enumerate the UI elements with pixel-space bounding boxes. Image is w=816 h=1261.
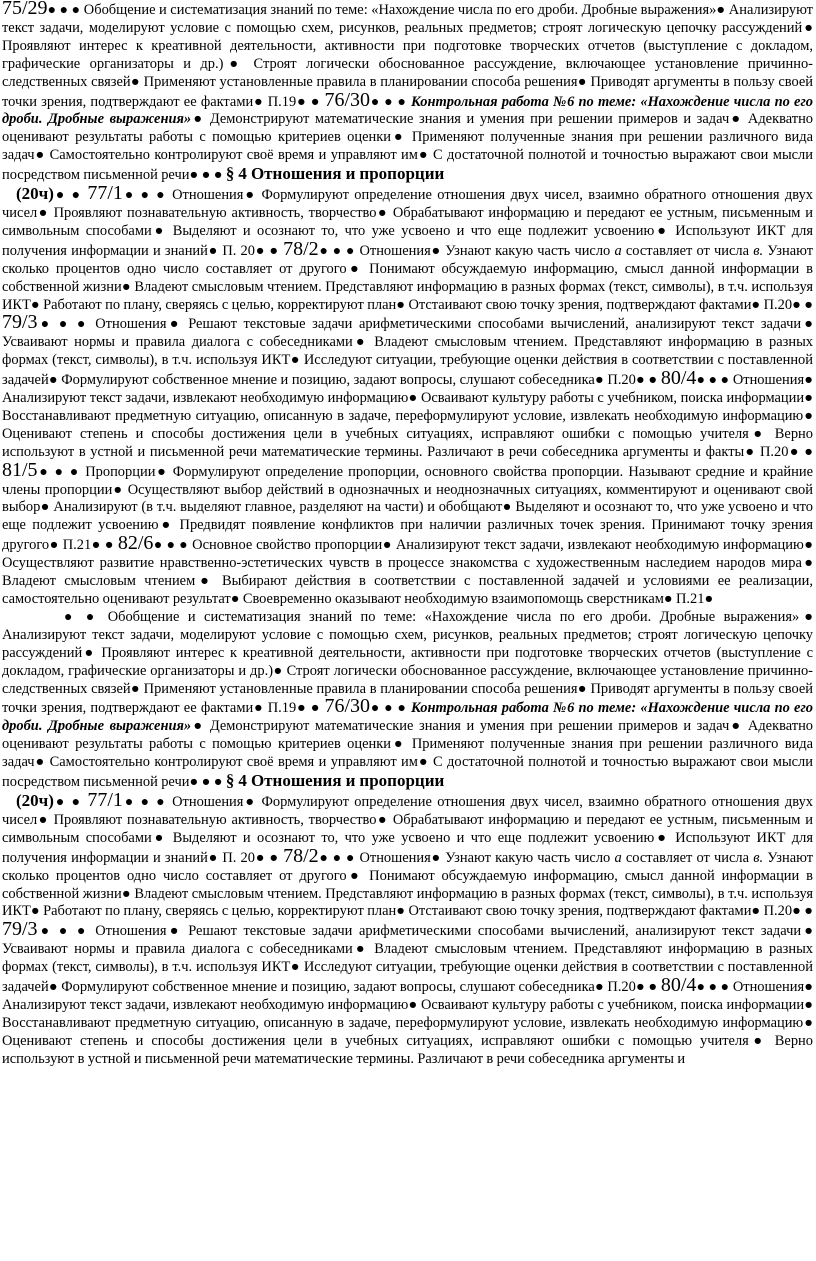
indent-space [2,609,64,625]
lesson-text: Отношения● Анализируют текст задачи, извлекают необходимую информацию● Осваивают культуру работы с учебником, поиска информации● Восстанавливают предметную ситуацию, описанную в задаче, переформулируют условие, извлекать необходимую информацию● Оценивают степень и способы достижения цели в учебных ситуациях, исправляют ошибки с помощью учителя● Верно используют в устной и письменной речи математические термины. Различают в речи собеседника аргументы и [2,979,813,1067]
lesson-75-29-repeat [2,609,813,792]
bullet-marks: ● ● ● [122,794,167,810]
variable-b: в. [753,242,764,259]
lesson-text: Обобщение и систематизация знаний по теме: «Нахождение числа по его дроби. Дробные выражения»● Анализируют текст задачи, моделируют условие с помощью схем, рисунков, реальных предметов; строят логическую цепочку рассуждений● Проявляют интерес к креативной деятельности, активности при подготовке творческих отчетов (выступление с докладом, графические организаторы и др.)● Строят логически обоснованное рассуждение, включающее установление причинно-следственных связей● Применяют установленные правила в планировании способа решения● Приводят аргументы в пользу своей точки зрения, подтверждают ее фактами● П.19● ● [2,2,813,110]
bullet-marks: ● ● [53,188,88,204]
section-hours: (20ч) [16,790,54,810]
bullet-marks: ● ● ● [37,924,89,940]
lesson-text: Отношения● Анализируют текст задачи, извлекают необходимую информацию● Осваивают культуру работы с учебником, поиска информации● Восстанавливают предметную ситуацию, описанную в задаче, переформулируют условие, извлекать необходимую информацию● Оценивают степень и способы достижения цели в учебных ситуациях, исправляют ошибки с помощью учителя● Верно используют в устной и письменной речи математические термины. Различают в речи собеседника аргументы и факты● П.20● ● [2,372,813,460]
lesson-75-29 [2,0,813,185]
bullet-marks: ● ● ● [318,850,356,866]
lesson-text: Узнают сколько процентов одно число составляет от другого● Понимают обсуждаемую информацию, смысл данной информации в собственной жизни● Владеют смысловым чтением. Представляют информацию в разных формах (текст, символы), в т.ч. используя ИКТ● Работают по плану, сверяясь с целью, корректируют план● Отстаивают свою точку зрения, подтверждают фактами● П.20● ● [2,849,814,920]
section-heading: § 4 Отношения и пропорции [225,771,445,791]
control-work-title: Контрольная работа №6 по теме: «Нахождение числа по его дроби. Дробные выражения» [2,700,814,735]
bullet-marks: ● ● ● [122,188,167,204]
lesson-text: Обобщение и систематизация знаний по теме: «Нахождение числа по его дроби. Дробные выражения»● Анализируют текст задачи, моделируют условие с помощью схем, рисунков, реальных предметов; строят логическую цепочку рассуждений● Проявляют интерес к креативной деятельности, активности при подготовке творческих отчетов (выступление с докладом, графические организаторы и др.)● Строят логически обоснованное рассуждение, включающее установление причинно-следственных связей● Применяют установленные правила в планировании способа решения● Приводят аргументы в пользу своей точки зрения, подтверждают ее фактами● П.19● ● [2,608,814,717]
bullet-marks: ● ● ● [370,94,407,110]
bullet-marks: ● ● ● [370,701,407,717]
lesson-number: 78/2 [283,237,319,260]
lesson-number: 76/30 [324,88,371,111]
lesson-text: составляет от числа [621,849,754,866]
bullet-marks: ● ● ● [37,317,89,333]
lesson-text: Отношения● Формулируют определение отношения двух чисел, взаимно обратного отношения двух чисел● Проявляют познавательную активность, творчество● Обрабатывают информацию и передают ее устным, письменным и символьным способами● Выделяют и осознают то, что уже усвоено и что еще подлежит усвоению● Используют ИКТ для получения информации и знаний● П. 20● ● [2,187,814,259]
lesson-text: Отношения● Узнают какую часть число [359,242,615,259]
lesson-text: Отношения● Решают текстовые задачи арифметическими способами вычислений, анализируют текст задачи● Усваивают нормы и правила диалога с собеседниками● Владеют смысловым чтением. Представляют информацию в разных формах (текст, символы), в т.ч. используя ИКТ● Исследуют ситуации, требующие оценки действия в соответствии с поставленной задачей● Формулируют собственное мнение и позицию, задают вопросы, слушают собеседника● П.20● ● [2,316,813,389]
variable-b: в. [753,849,764,866]
lesson-number: 79/3 [2,918,38,941]
variable-a: а [614,849,622,866]
bullet-marks: ● ● [53,794,88,810]
lesson-number: 80/4 [660,367,697,390]
bullet-marks: ● ● ● [153,538,189,554]
bullet-marks: ● ● ● [696,373,730,389]
bullet-marks: ● ● [64,609,108,625]
lesson-number: 80/4 [660,974,697,997]
lesson-77-1 [2,182,814,609]
lesson-text: Пропорции● Формулируют определение пропорции, основного свойства пропорции. Называют средние и крайние члены пропорции● Осуществляют выбор действий в однозначных и неоднозначных ситуациях, комментируют и оценивают свой выбор● Анализируют (в т.ч. выделяют главное, разделяют на части) и обобщают● Выделяют и осознают то, что уже усвоено и что еще подлежит усвоению● Предвидят появление конфликтов при наличии различных точек зрения. Принимают точку зрения другого● П.21● ● [2,463,813,554]
lesson-text: Отношения● Решают текстовые задачи арифметическими способами вычислений, анализируют текст задачи● Усваивают нормы и правила диалога с собеседниками● Владеют смысловым чтением. Представляют информацию в разных формах (текст, символы), в т.ч. используя ИКТ● Исследуют ситуации, требующие оценки действия в соответствии с поставленной задачей● Формулируют собственное мнение и позицию, задают вопросы, слушают собеседника● П.20● ● [2,923,813,996]
lesson-text: Отношения● Формулируют определение отношения двух чисел, взаимно обратного отношения двух чисел● Проявляют познавательную активность, творчество● Обрабатывают информацию и передают ее устным, письменным и символьным способами● Выделяют и осознают то, что уже усвоено и что еще подлежит усвоению● Используют ИКТ для получения информации и знаний● П. 20● ● [2,793,814,866]
section-hours: (20ч) [16,184,54,204]
control-work-title: Контрольная работа №6 по теме: «Нахождение числа по его дроби. Дробные выражения» [2,93,814,128]
bullet-marks: ● ● ● [37,464,81,480]
lesson-number: 81/5 [2,458,38,481]
bullet-marks: ● ● ● [318,243,356,259]
lesson-number: 77/1 [87,182,123,205]
lesson-77-1-repeat [2,788,814,1069]
lesson-text: Узнают сколько процентов одно число составляет от другого● Понимают обсуждаемую информацию, смысл данной информации в собственной жизни● Владеют смысловым чтением. Представляют информацию в разных формах (текст, символы), в т.ч. используя ИКТ● Работают по плану, сверяясь с целью, корректируют план● Отстаивают свою точку зрения, подтверждают фактами● П.20● ● [2,242,814,313]
bullet-marks: ● ● ● [47,3,81,18]
lesson-text: ● Демонстрируют математические знания и умения при решении примеров и задач● Адекватно оценивают результаты работы с помощью критериев оценки● Применяют полученные знания при решении различного вида задач● Самостоятельно контролируют своё время и управляют им● С достаточной полнотой и точностью выражают свои мысли посредством письменной речи● ● ● [2,718,814,791]
lesson-text: Отношения● Узнают какую часть число [359,849,615,866]
lesson-number: 78/2 [283,844,319,867]
lesson-number: 75/29 [2,0,48,19]
lesson-number: 82/6 [117,532,154,555]
lesson-text: ● Демонстрируют математические знания и умения при решении примеров и задач● Адекватно оценивают результаты работы с помощью критериев оценки● Применяют полученные знания при решении различного вида задач● Самостоятельно контролируют своё время и управляют им● С достаточной полнотой и точностью выражают свои мысли посредством письменной речи● ● ● [2,111,814,184]
lesson-number: 77/1 [87,788,123,811]
lesson-number: 76/30 [324,695,371,718]
lesson-number: 79/3 [2,311,38,334]
section-heading: § 4 Отношения и пропорции [225,164,445,184]
bullet-marks: ● ● ● [696,980,730,996]
lesson-text: составляет от числа [621,242,754,259]
lesson-text: Основное свойство пропорции● Анализируют текст задачи, извлекают необходимую информацию● Осуществляют развитие нравственно-эстетических чувств в процессе знакомства с художественным наследием народов мира● Владеют смысловым чтением● Выбирают действия в соответствии с поставленной задачей и условиями ее реализации, самостоятельно оценивают результат● Своевременно оказывают необходимую взаимопомощь сверстникам● П.21● [2,537,813,607]
variable-a: а [614,242,622,259]
